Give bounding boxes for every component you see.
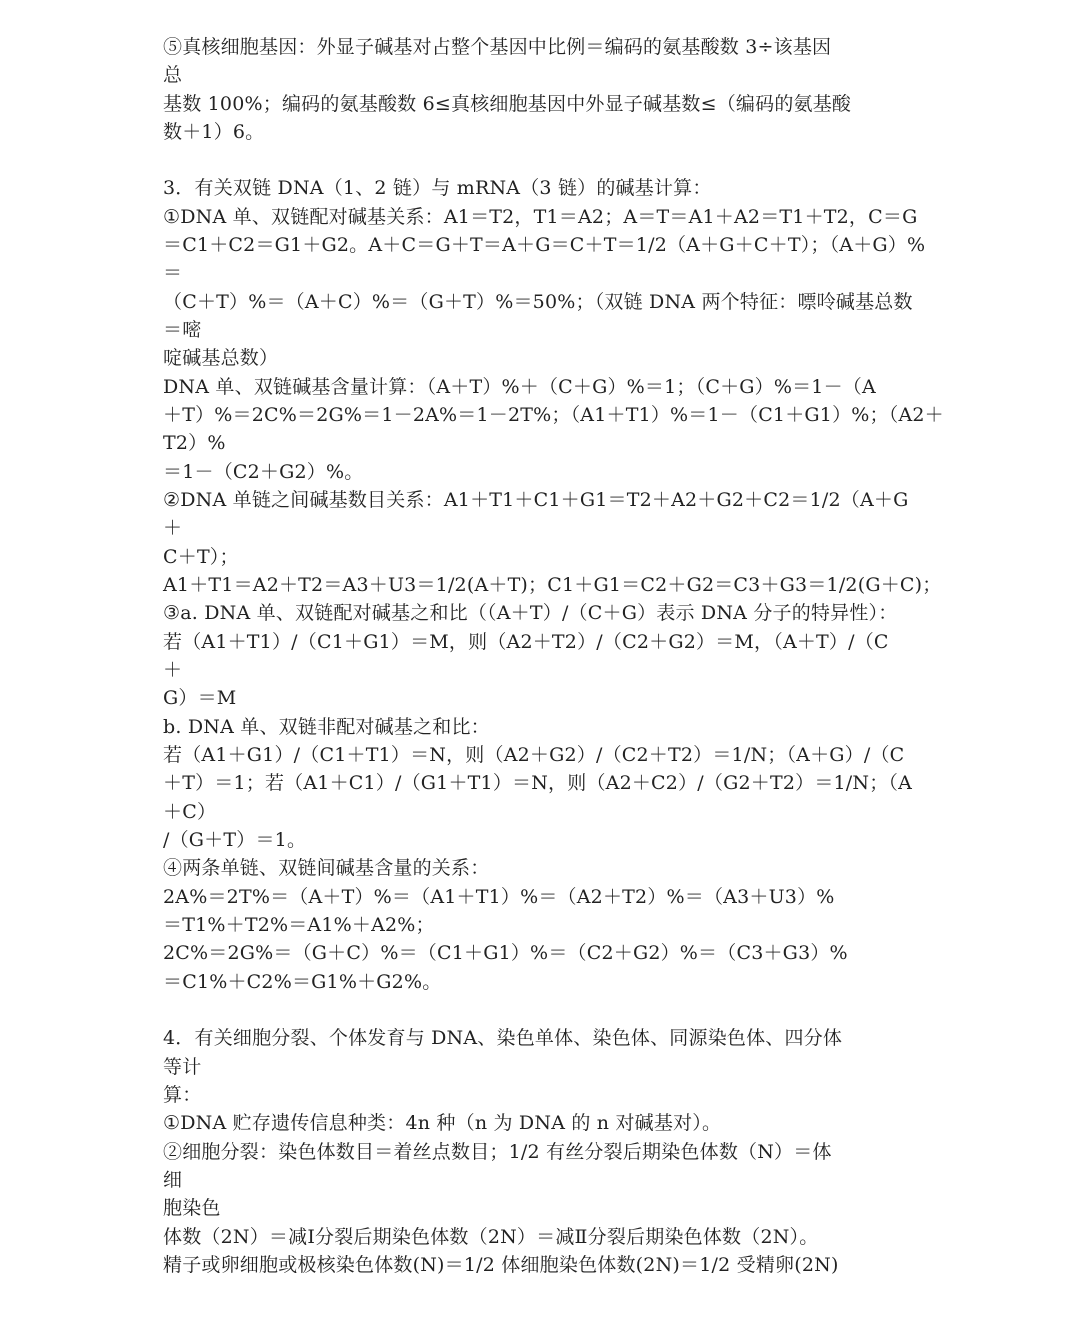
text-line: T2）% — [163, 432, 226, 454]
text-line: ＋C） — [163, 801, 217, 823]
text-line: 精子或卵细胞或极核染色体数(N)＝1/2 体细胞染色体数(2N)＝1/2 受精卵(2N) — [163, 1254, 839, 1276]
text-line: /（G＋T）＝1。 — [163, 829, 307, 851]
text-line: A1＋T1＝A2＋T2＝A3＋U3＝1/2(A＋T)；C1＋G1＝C2＋G2＝C3＋G3＝1/2(G＋C)； — [163, 574, 942, 596]
text-line: 若（A1＋T1）/（C1＋G1）＝M，则（A2＋T2）/（C2＋G2）＝M，（A＋T）/（C — [163, 631, 889, 653]
text-line: ④两条单链、双链间碱基含量的关系： — [163, 857, 490, 879]
text-line: ＝1－（C2＋G2）%。 — [163, 461, 364, 483]
text-line: 啶碱基总数） — [163, 347, 279, 369]
text-line: 若（A1＋G1）/（C1＋T1）＝N，则（A2＋G2）/（C2＋T2）＝1/N；（A＋G）/（C — [163, 744, 905, 766]
text-line: ＝T1%＋T2%＝A1%＋A2%； — [163, 914, 435, 936]
section-heading: 3．有关双链 DNA（1、2 链）与 mRNA（3 链）的碱基计算： — [163, 177, 712, 199]
text-line: ＝ — [163, 262, 183, 284]
text-line: 体数（2N）＝减Ⅰ分裂后期染色体数（2N）＝减Ⅱ分裂后期染色体数（2N）。 — [163, 1226, 819, 1248]
text-line: ＝C1＋C2＝G1＋G2。A＋C＝G＋T＝A＋G＝C＋T＝1/2（A＋G＋C＋T）；（A＋G）% — [163, 234, 926, 256]
text-line: 2A%＝2T%＝（A＋T）%＝（A1＋T1）%＝（A2＋T2）%＝（A3＋U3）% — [163, 886, 835, 908]
text-line: ＋T）＝1；若（A1＋C1）/（G1＋T1）＝N，则（A2＋C2）/（G2＋T2）＝1/N；（A — [163, 772, 913, 794]
text-line: ①DNA 单、双链配对碱基关系：A1＝T2，T1＝A2；A＝T＝A1＋A2＝T1＋T2，C＝G — [163, 206, 918, 228]
text-line: 基数 100%；编码的氨基酸数 6≤真核细胞基因中外显子碱基数≤（编码的氨基酸 — [163, 93, 852, 115]
text-line: 算： — [163, 1084, 202, 1106]
text-line: ⑤真核细胞基因：外显子碱基对占整个基因中比例＝编码的氨基酸数 3÷该基因 — [163, 36, 832, 58]
text-line: ①DNA 贮存遗传信息种类：4n 种（n 为 DNA 的 n 对碱基对）。 — [163, 1112, 722, 1134]
text-line: 数＋1）6。 — [163, 121, 265, 143]
text-line: C＋T）； — [163, 546, 239, 568]
text-line: ＋ — [163, 659, 183, 681]
text-line: 胞染色 — [163, 1197, 221, 1219]
text-line: ③a. DNA 单、双链配对碱基之和比（（A＋T）/（C＋G）表示 DNA 分子的特异性）： — [163, 602, 898, 624]
text-line: ＋ — [163, 517, 183, 539]
text-line: b. DNA 单、双链非配对碱基之和比： — [163, 716, 490, 738]
text-line: DNA 单、双链碱基含量计算：（A＋T）%＋（C＋G）%＝1；（C＋G）%＝1－（A — [163, 376, 876, 398]
text-line: ＋T）%＝2C%＝2G%＝1－2A%＝1－2T%；（A1＋T1）%＝1－（C1＋G1）%；（A2＋ — [163, 404, 944, 426]
text-line: G）＝M — [163, 687, 237, 709]
text-line: 2C%＝2G%＝（G＋C）%＝（C1＋G1）%＝（C2＋G2）%＝（C3＋G3）% — [163, 942, 848, 964]
text-line: 等计 — [163, 1056, 202, 1078]
text-line: ②细胞分裂：染色体数目＝着丝点数目；1/2 有丝分裂后期染色体数（N）＝体 — [163, 1141, 832, 1163]
text-line: ＝嘧 — [163, 319, 202, 341]
text-line: ②DNA 单链之间碱基数目关系：A1＋T1＋C1＋G1＝T2＋A2＋G2＋C2＝1/2（A＋G — [163, 489, 909, 511]
text-line: 总 — [163, 64, 183, 86]
section-heading: 4．有关细胞分裂、个体发育与 DNA、染色单体、染色体、同源染色体、四分体 — [163, 1027, 843, 1049]
text-line: 细 — [163, 1169, 183, 1191]
text-line: ＝C1%＋C2%＝G1%＋G2%。 — [163, 971, 442, 993]
text-line: （C＋T）%＝（A＋C）%＝（G＋T）%＝50%；（双链 DNA 两个特征：嘌呤碱基总数 — [163, 291, 913, 313]
